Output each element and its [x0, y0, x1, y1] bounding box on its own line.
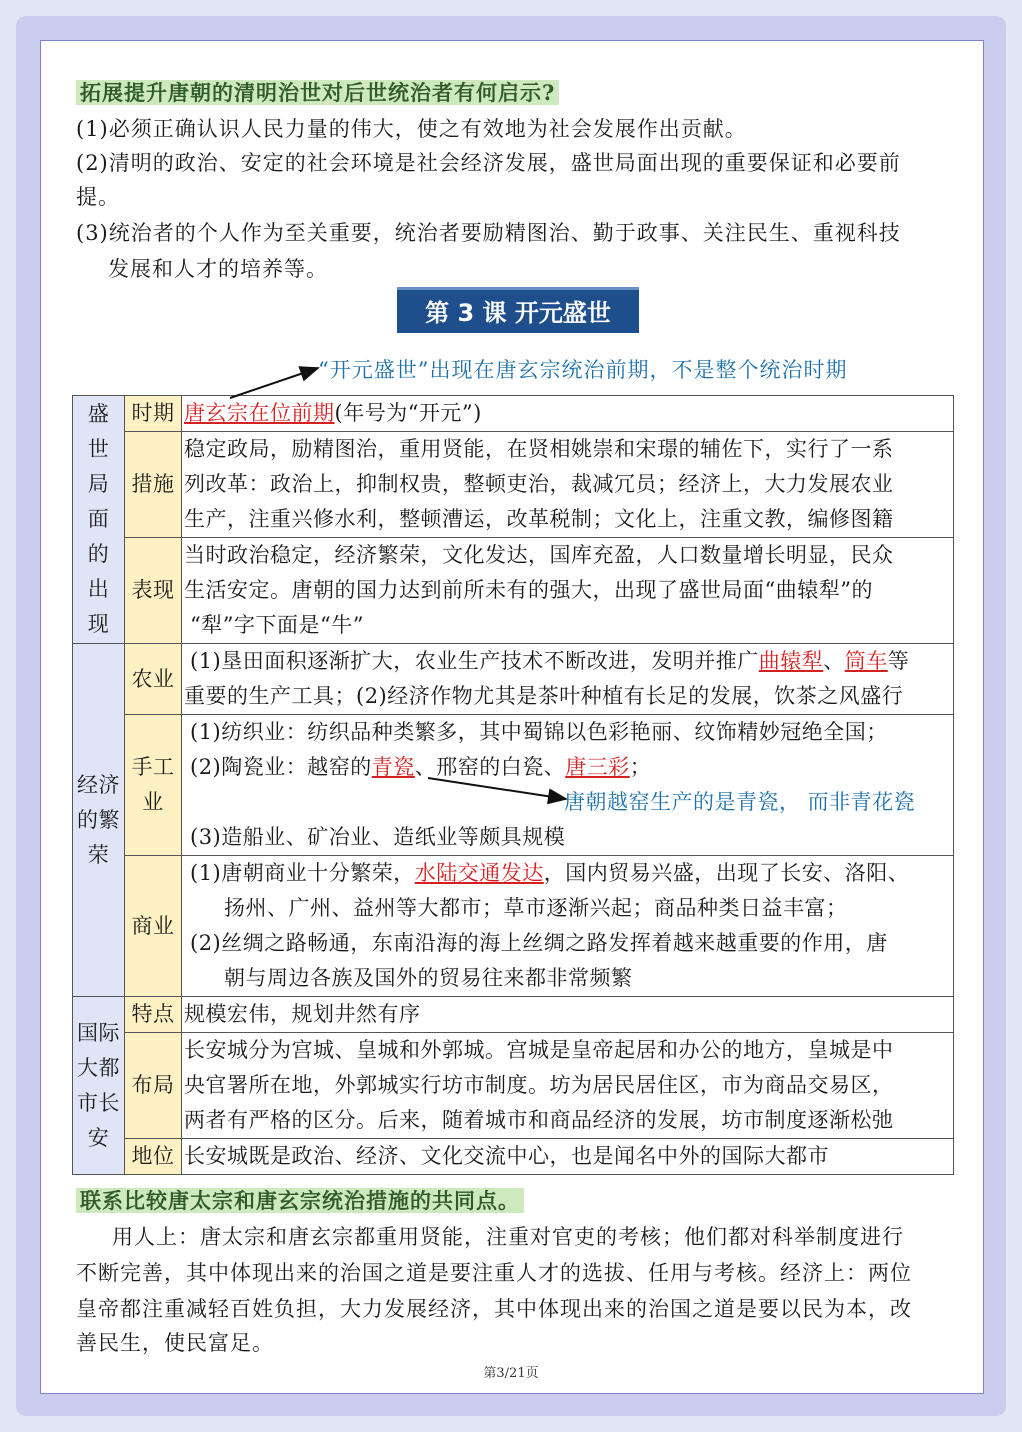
agriculture-content: (1)垦田面积逐渐扩大，农业生产技术不断改进，发明并推广曲辕犁、筒车等 重要的生产工具；(2)经济作物尤其是茶叶种植有长足的发展，饮茶之风盛行 — [182, 644, 954, 715]
handicraft-content: (1)纺织业：纺织品种类繁多，其中蜀锦以色彩艳丽、纹饰精妙冠绝全国； (2)陶瓷业：越窑的青瓷、邢窑的白瓷、唐三彩； 唐朝越窑生产的是青瓷， 而非青花瓷 (3)造船业、矿冶业、造纸业等颇具规模 — [182, 715, 954, 856]
measures-content: 稳定政局，励精图治，重用贤能，在贤相姚崇和宋璟的辅佐下，实行了一系 列改革：政治上，抑制权贵，整顿吏治，裁减冗员；经济上，大力发展农业 生产，注重兴修水利，整顿漕运，改革税制；文化上，注重文教，编修图籍 — [182, 432, 954, 538]
arrow-to-period-note — [230, 368, 318, 398]
label-layout: 布局 — [125, 1033, 182, 1139]
answer-2-line2: 提。 — [76, 185, 120, 209]
answer-3-line1: (3)统治者的个人作为至关重要，统治者要励精图治、勤于政事、关注民生、重视科技 — [76, 221, 901, 245]
performance-content: 当时政治稳定，经济繁荣，文化发达，国库充盈，人口数量增长明显，民众 生活安定。唐朝的国力达到前所未有的强大，出现了盛世局面“曲辕犁”的 “犁”字下面是“牛” — [182, 538, 954, 644]
period-content: 唐玄宗在位前期(年号为“开元”) — [182, 396, 954, 432]
answer-3-line2: 发展和人才的培养等。 — [108, 257, 328, 281]
label-performance: 表现 — [125, 538, 182, 644]
page-number: 第3/21页 — [483, 1366, 539, 1381]
compare-question: 联系比较唐太宗和唐玄宗统治措施的共同点。 — [76, 1184, 524, 1218]
category-changan: 国际 大都 市长 安 — [73, 997, 125, 1175]
category-prosperity: 盛 世 局 面 的 出 现 — [73, 396, 125, 644]
extension-question: 拓展提升唐朝的清明治世对后世统治者有何启示? — [76, 76, 559, 110]
label-status: 地位 — [125, 1139, 182, 1175]
label-measures: 措施 — [125, 432, 182, 538]
compare-line4: 善民生，使民富足。 — [76, 1331, 274, 1355]
compare-line3: 皇帝都注重减轻百姓负担，大力发展经济，其中体现出来的治国之道是要以民为本，改 — [76, 1297, 912, 1321]
label-features: 特点 — [125, 997, 182, 1033]
arrow-to-celadon-note — [428, 778, 566, 799]
label-handicraft: 手工 业 — [125, 715, 182, 856]
features-content: 规模宏伟，规划井然有序 — [182, 997, 954, 1033]
category-economy: 经济 的繁 荣 — [73, 644, 125, 997]
status-content: 长安城既是政治、经济、文化交流中心，也是闻名中外的国际大都市 — [182, 1139, 954, 1175]
answer-2-line1: (2)清明的政治、安定的社会环境是社会经济发展，盛世局面出现的重要保证和必要前 — [76, 151, 901, 175]
label-period: 时期 — [125, 396, 182, 432]
label-agriculture: 农业 — [125, 644, 182, 715]
compare-line2: 不断完善，其中体现出来的治国之道是要注重人才的选拔、任用与考核。经济上：两位 — [76, 1261, 912, 1285]
commerce-content: (1)唐朝商业十分繁荣，水陆交通发达，国内贸易兴盛，出现了长安、洛阳、 扬州、广州、益州等大都市；草市逐渐兴起；商品种类日益丰富； (2)丝绸之路畅通，东南沿海的海上丝绸之路发挥着越来越重要的作用，唐 朝与周边各族及国外的贸易往来都非常频繁 — [182, 856, 954, 997]
label-commerce: 商业 — [125, 856, 182, 997]
annotation-kaiyuan-period: “开元盛世”出现在唐玄宗统治前期，不是整个统治时期 — [318, 358, 848, 382]
annotation-celadon: 唐朝越窑生产的是青瓷， 而非青花瓷 — [564, 790, 916, 814]
compare-line1: 用人上：唐太宗和唐玄宗都重用贤能，注重对官吏的考核；他们都对科举制度进行 — [112, 1225, 904, 1249]
answer-1: (1)必须正确认识人民力量的伟大，使之有效地为社会发展作出贡献。 — [76, 117, 747, 141]
layout-content: 长安城分为宫城、皇城和外郭城。宫城是皇帝起居和办公的地方，皇城是中 央官署所在地，外郭城实行坊市制度。坊为居民居住区，市为商品交易区， 两者有严格的区分。后来，随着城市和商品经济的发展，坊市制度逐渐松弛 — [182, 1033, 954, 1139]
lesson-title: 第 3 课 开元盛世 — [397, 287, 639, 333]
